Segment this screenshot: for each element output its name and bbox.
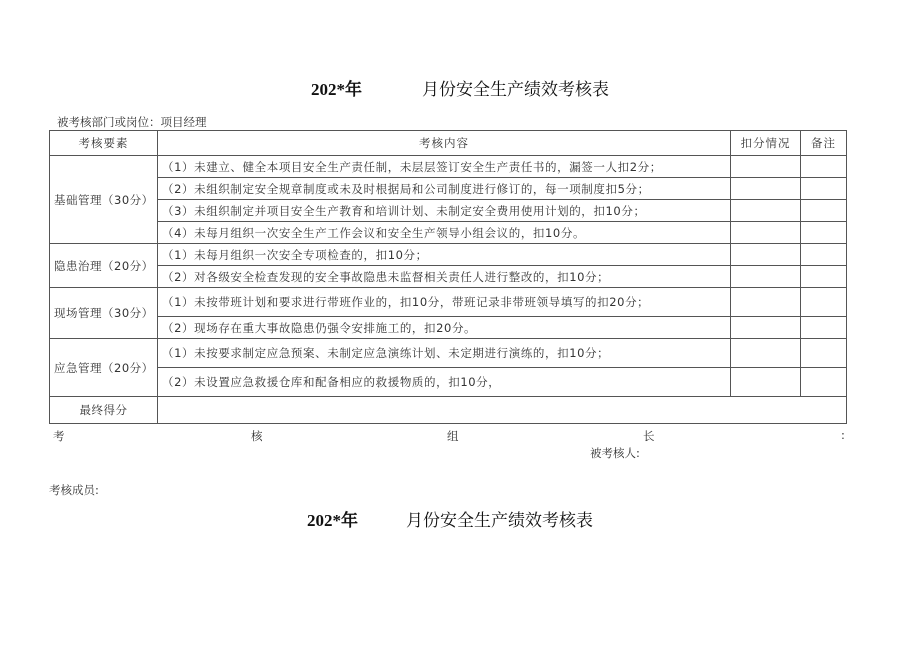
- table-row: [50, 222, 847, 244]
- item-text: （2）未设置应急救援仓库和配备相应的救援物质的，扣10分，: [158, 368, 731, 397]
- final-score-label: 最终得分: [50, 397, 158, 424]
- table-header-row: [50, 131, 847, 156]
- title-year: 202*年: [307, 511, 358, 530]
- table-row: [50, 178, 847, 200]
- members-label: 考核成员:: [49, 483, 99, 497]
- header-content: 考核内容: [158, 131, 731, 156]
- assessee-label: 被考核人:: [590, 446, 640, 460]
- deduction-cell[interactable]: [731, 288, 801, 317]
- remark-cell[interactable]: [801, 266, 847, 288]
- sign-char: 长: [643, 429, 655, 443]
- item-text: （1）未按要求制定应急预案、未制定应急演练计划、未定期进行演练的，扣10分；: [158, 339, 731, 368]
- final-score-row: [50, 397, 847, 424]
- sign-char: 组: [447, 429, 459, 443]
- item-text: （3）未组织制定并项目安全生产教育和培训计划、未制定安全费用使用计划的，扣10分；: [158, 200, 731, 222]
- table-row: [50, 339, 847, 368]
- title-year: 202*年: [311, 80, 362, 99]
- item-text: （1）未建立、健全本项目安全生产责任制，未层层签订安全生产责任书的，漏签一人扣2分；: [158, 156, 731, 178]
- item-text: （2）现场存在重大事故隐患仍强令安排施工的，扣20分。: [158, 317, 731, 339]
- category-emergency: 应急管理（20分）: [50, 339, 158, 397]
- table-row: [50, 266, 847, 288]
- header-remarks: 备注: [801, 131, 847, 156]
- page-title: [0, 75, 920, 100]
- table-row: [50, 368, 847, 397]
- table-row: [50, 288, 847, 317]
- remark-cell[interactable]: [801, 244, 847, 266]
- page-title-2: [0, 506, 910, 531]
- remark-cell[interactable]: [801, 200, 847, 222]
- assessment-table: [49, 130, 847, 424]
- final-score-cell[interactable]: [158, 397, 847, 424]
- deduction-cell[interactable]: [731, 244, 801, 266]
- remark-cell[interactable]: [801, 222, 847, 244]
- item-text: （4）未每月组织一次安全生产工作会议和安全生产领导小组会议的，扣10分。: [158, 222, 731, 244]
- sign-char: 核: [251, 429, 263, 443]
- table-row: [50, 244, 847, 266]
- deduction-cell[interactable]: [731, 368, 801, 397]
- title-text: 月份安全生产绩效考核表: [422, 80, 609, 100]
- remark-cell[interactable]: [801, 317, 847, 339]
- remark-cell[interactable]: [801, 156, 847, 178]
- deduction-cell[interactable]: [731, 156, 801, 178]
- deduction-cell[interactable]: [731, 317, 801, 339]
- team-leader-line: [49, 428, 846, 442]
- deduction-cell[interactable]: [731, 266, 801, 288]
- title-text: 月份安全生产绩效考核表: [406, 511, 593, 531]
- deduction-cell[interactable]: [731, 178, 801, 200]
- item-text: （2）对各级安全检查发现的安全事故隐患未监督相关责任人进行整改的，扣10分；: [158, 266, 731, 288]
- department-line: 被考核部门或岗位：项目经理: [57, 115, 207, 129]
- category-basic: 基础管理（30分）: [50, 156, 158, 244]
- sign-char: :: [841, 428, 845, 442]
- category-site: 现场管理（30分）: [50, 288, 158, 339]
- deduction-cell[interactable]: [731, 222, 801, 244]
- item-text: （1）未按带班计划和要求进行带班作业的，扣10分，带班记录非带班领导填写的扣20分；: [158, 288, 731, 317]
- header-element: 考核要素: [50, 131, 158, 156]
- category-hazard: 隐患治理（20分）: [50, 244, 158, 288]
- remark-cell[interactable]: [801, 178, 847, 200]
- remark-cell[interactable]: [801, 288, 847, 317]
- item-text: （1）未每月组织一次安全专项检查的，扣10分；: [158, 244, 731, 266]
- remark-cell[interactable]: [801, 368, 847, 397]
- deduction-cell[interactable]: [731, 200, 801, 222]
- item-text: （2）未组织制定安全规章制度或未及时根据局和公司制度进行修订的，每一项制度扣5分；: [158, 178, 731, 200]
- table-row: [50, 156, 847, 178]
- table-row: [50, 317, 847, 339]
- sign-char: 考: [53, 429, 65, 443]
- table-row: [50, 200, 847, 222]
- header-deduction: 扣分情况: [731, 131, 801, 156]
- remark-cell[interactable]: [801, 339, 847, 368]
- deduction-cell[interactable]: [731, 339, 801, 368]
